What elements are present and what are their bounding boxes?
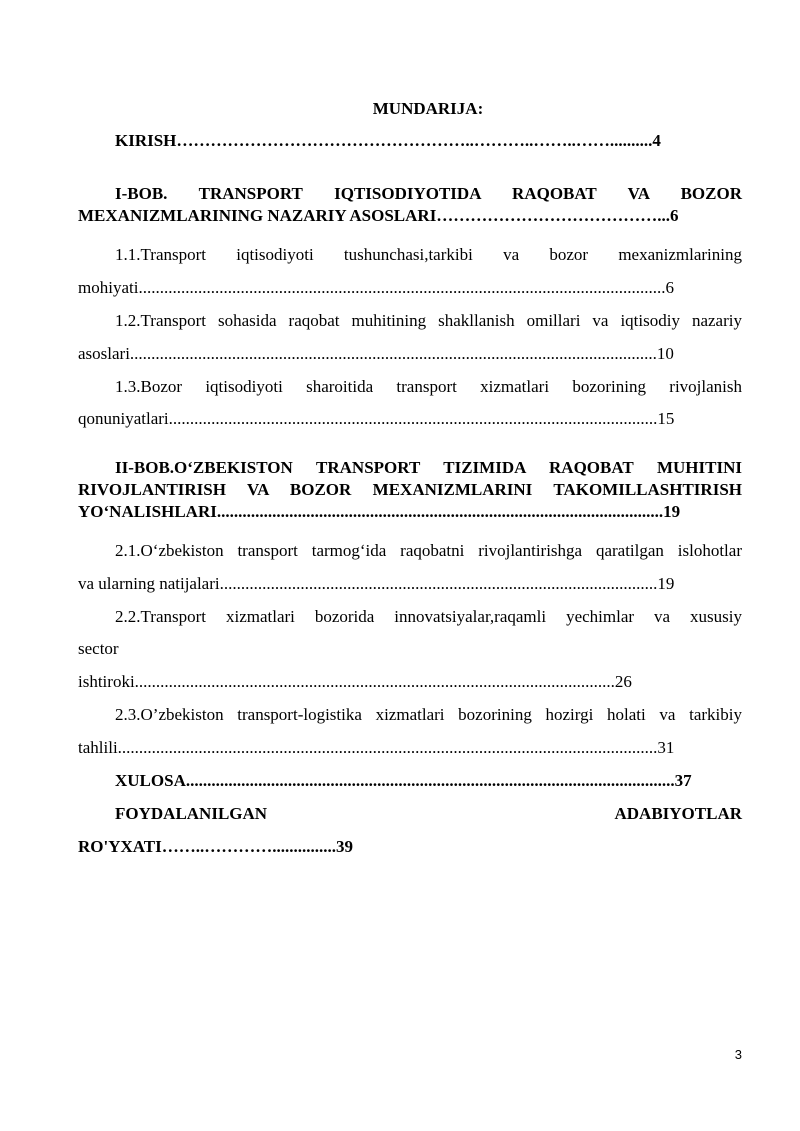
toc-section-1-3-line-1: 1.3.Bozor iqtisodiyoti sharoitida transport xizmatlari bozorining rivojlanish [115, 377, 742, 396]
toc-section-1-1-line-2: mohiyati............................................................................................................................6 [78, 278, 674, 297]
toc-title: MUNDARIJA: [372, 99, 484, 118]
toc-section-1-2-line-1: 1.2.Transport sohasida raqobat muhitining shakllanish omillari va iqtisodiy nazariy [115, 311, 742, 330]
toc-section-2-2-line-2: sector [78, 639, 119, 658]
toc-section-1-1-line-1: 1.1.Transport iqtisodiyoti tushunchasi,tarkibi va bozor mexanizmlarining [115, 245, 742, 264]
toc-section-1-3-line-2: qonuniyatlari...................................................................................................................15 [78, 409, 675, 428]
toc-references-line-1: FOYDALANILGAN ADABIYOTLAR [115, 804, 742, 823]
toc-section-2-2-line-1: 2.2.Transport xizmatlari bozorida innovatsiyalar,raqamli yechimlar va xususiy [115, 607, 742, 626]
toc-section-2-3-line-2: tahlili...............................................................................................................................31 [78, 738, 675, 757]
page-number: 3 [734, 1047, 742, 1062]
toc-chapter-2-line-1: II-BOB.O‘ZBEKISTON TRANSPORT TIZIMIDA RAQOBAT MUHITINI [115, 458, 742, 477]
toc-section-2-2-line-3: ishtiroki.................................................................................................................26 [78, 672, 632, 691]
toc-chapter-2-line-3: YO‘NALISHLARI.........................................................................................................19 [78, 502, 681, 521]
toc-chapter-1-line-1: I-BOB. TRANSPORT IQTISODIYOTIDA RAQOBAT VA BOZOR [115, 184, 742, 203]
toc-chapter-2-line-2: RIVOJLANTIRISH VA BOZOR MEXANIZMLARINI TAKOMILLASHTIRISH [78, 480, 742, 499]
toc-section-1-2-line-2: asoslari............................................................................................................................10 [78, 344, 674, 363]
toc-section-2-3-line-1: 2.3.O’zbekiston transport-logistika xizmatlari bozorining hozirgi holati va tarkibiy [115, 705, 742, 724]
toc-entry-xulosa: XULOSA...................................................................................................................37 [115, 771, 692, 790]
toc-entry-kirish: KIRISH……………………………………………..………..……..……..........4 [115, 131, 661, 150]
toc-section-2-1-line-2: va ularning natijalari.......................................................................................................19 [78, 574, 675, 593]
toc-references-line-2: RO'YXATI……..…………...............39 [78, 837, 353, 856]
toc-chapter-1-line-2: MEXANIZMLARINING NAZARIY ASOSLARI…………………………………...6 [78, 206, 679, 225]
toc-section-2-1-line-1: 2.1.O‘zbekiston transport tarmog‘ida raqobatni rivojlantirishga qaratilgan islohotlar [115, 541, 742, 560]
